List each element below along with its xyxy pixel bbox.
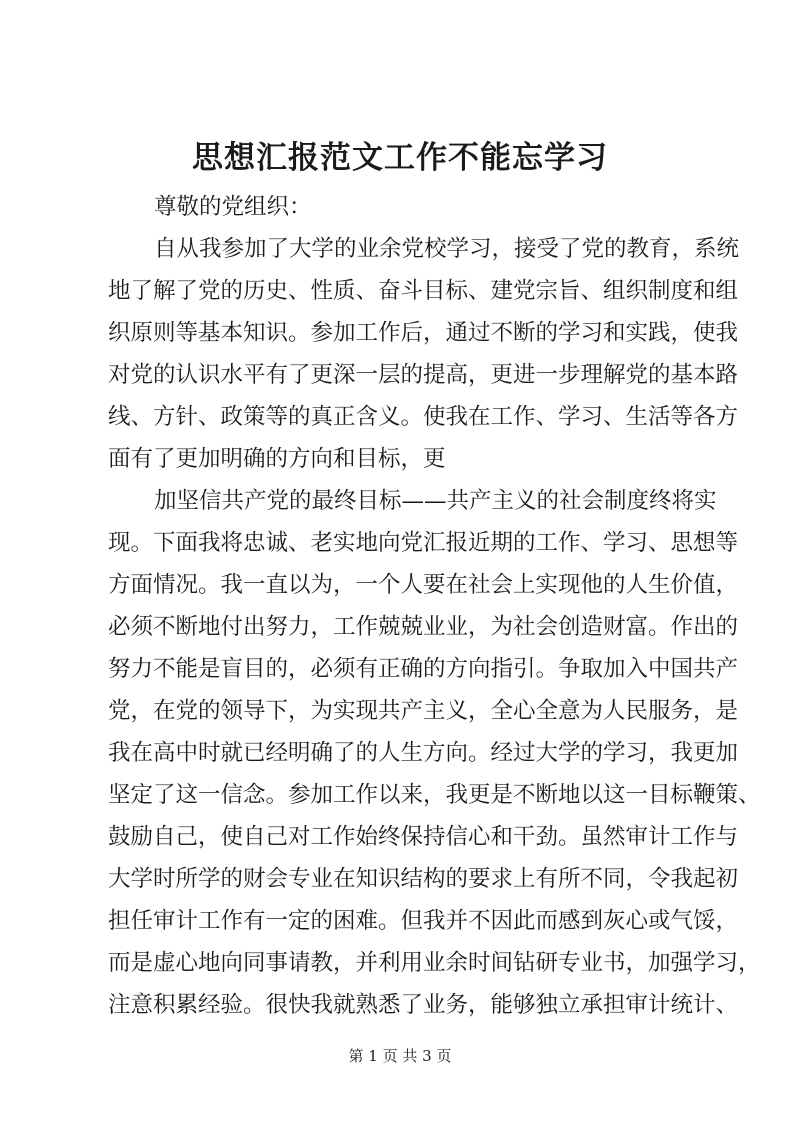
- text-line: 方面情况。我一直以为，一个人要在社会上实现他的人生价值，: [108, 572, 739, 598]
- text-line: 我在高中时就已经明确了的人生方向。经过大学的学习，我更加: [108, 740, 739, 766]
- text-line: 地了解了党的历史、性质、奋斗目标、建党宗旨、组织制度和组: [108, 278, 739, 304]
- text-line: 必须不断地付出努力，工作兢兢业业，为社会创造财富。作出的: [108, 614, 739, 640]
- text-line: 注意积累经验。很快我就熟悉了业务，能够独立承担审计统计、: [108, 992, 739, 1018]
- text-line: 对党的认识水平有了更深一层的提高，更进一步理解党的基本路: [108, 362, 739, 388]
- text-line: 鼓励自己，使自己对工作始终保持信心和干劲。虽然审计工作与: [108, 824, 739, 850]
- document-body: [108, 186, 761, 1026]
- text-line: 党，在党的领导下，为实现共产主义，全心全意为人民服务，是: [108, 698, 739, 724]
- text-line: 自从我参加了大学的业余党校学习，接受了党的教育，系统: [154, 236, 740, 262]
- text-line: 面有了更加明确的方向和目标，更: [108, 446, 446, 472]
- text-line: 大学时所学的财会专业在知识结构的要求上有所不同，令我起初: [108, 866, 739, 892]
- text-line: 努力不能是盲目的，必须有正确的方向指引。争取加入中国共产: [108, 656, 739, 682]
- text-line: 现。下面我将忠诚、老实地向党汇报近期的工作、学习、思想等: [108, 530, 739, 556]
- text-line: 而是虚心地向同事请教，并利用业余时间钻研专业书，加强学习，: [108, 950, 761, 976]
- text-line: 加坚信共产党的最终目标——共产主义的社会制度终将实: [154, 488, 717, 514]
- text-line: 线、方针、政策等的真正含义。使我在工作、学习、生活等各方: [108, 404, 739, 430]
- page-footer: 第 1 页 共 3 页: [348, 1047, 452, 1065]
- salutation: 尊敬的党组织：: [154, 194, 312, 220]
- text-line: 坚定了这一信念。参加工作以来，我更是不断地以这一目标鞭策、: [108, 782, 761, 808]
- body-text: [108, 228, 761, 1026]
- document-title: 思想汇报范文工作不能忘学习: [192, 140, 608, 176]
- text-line: 担任审计工作有一定的困难。但我并不因此而感到灰心或气馁，: [108, 908, 739, 934]
- text-line: 织原则等基本知识。参加工作后，通过不断的学习和实践，使我: [108, 320, 739, 346]
